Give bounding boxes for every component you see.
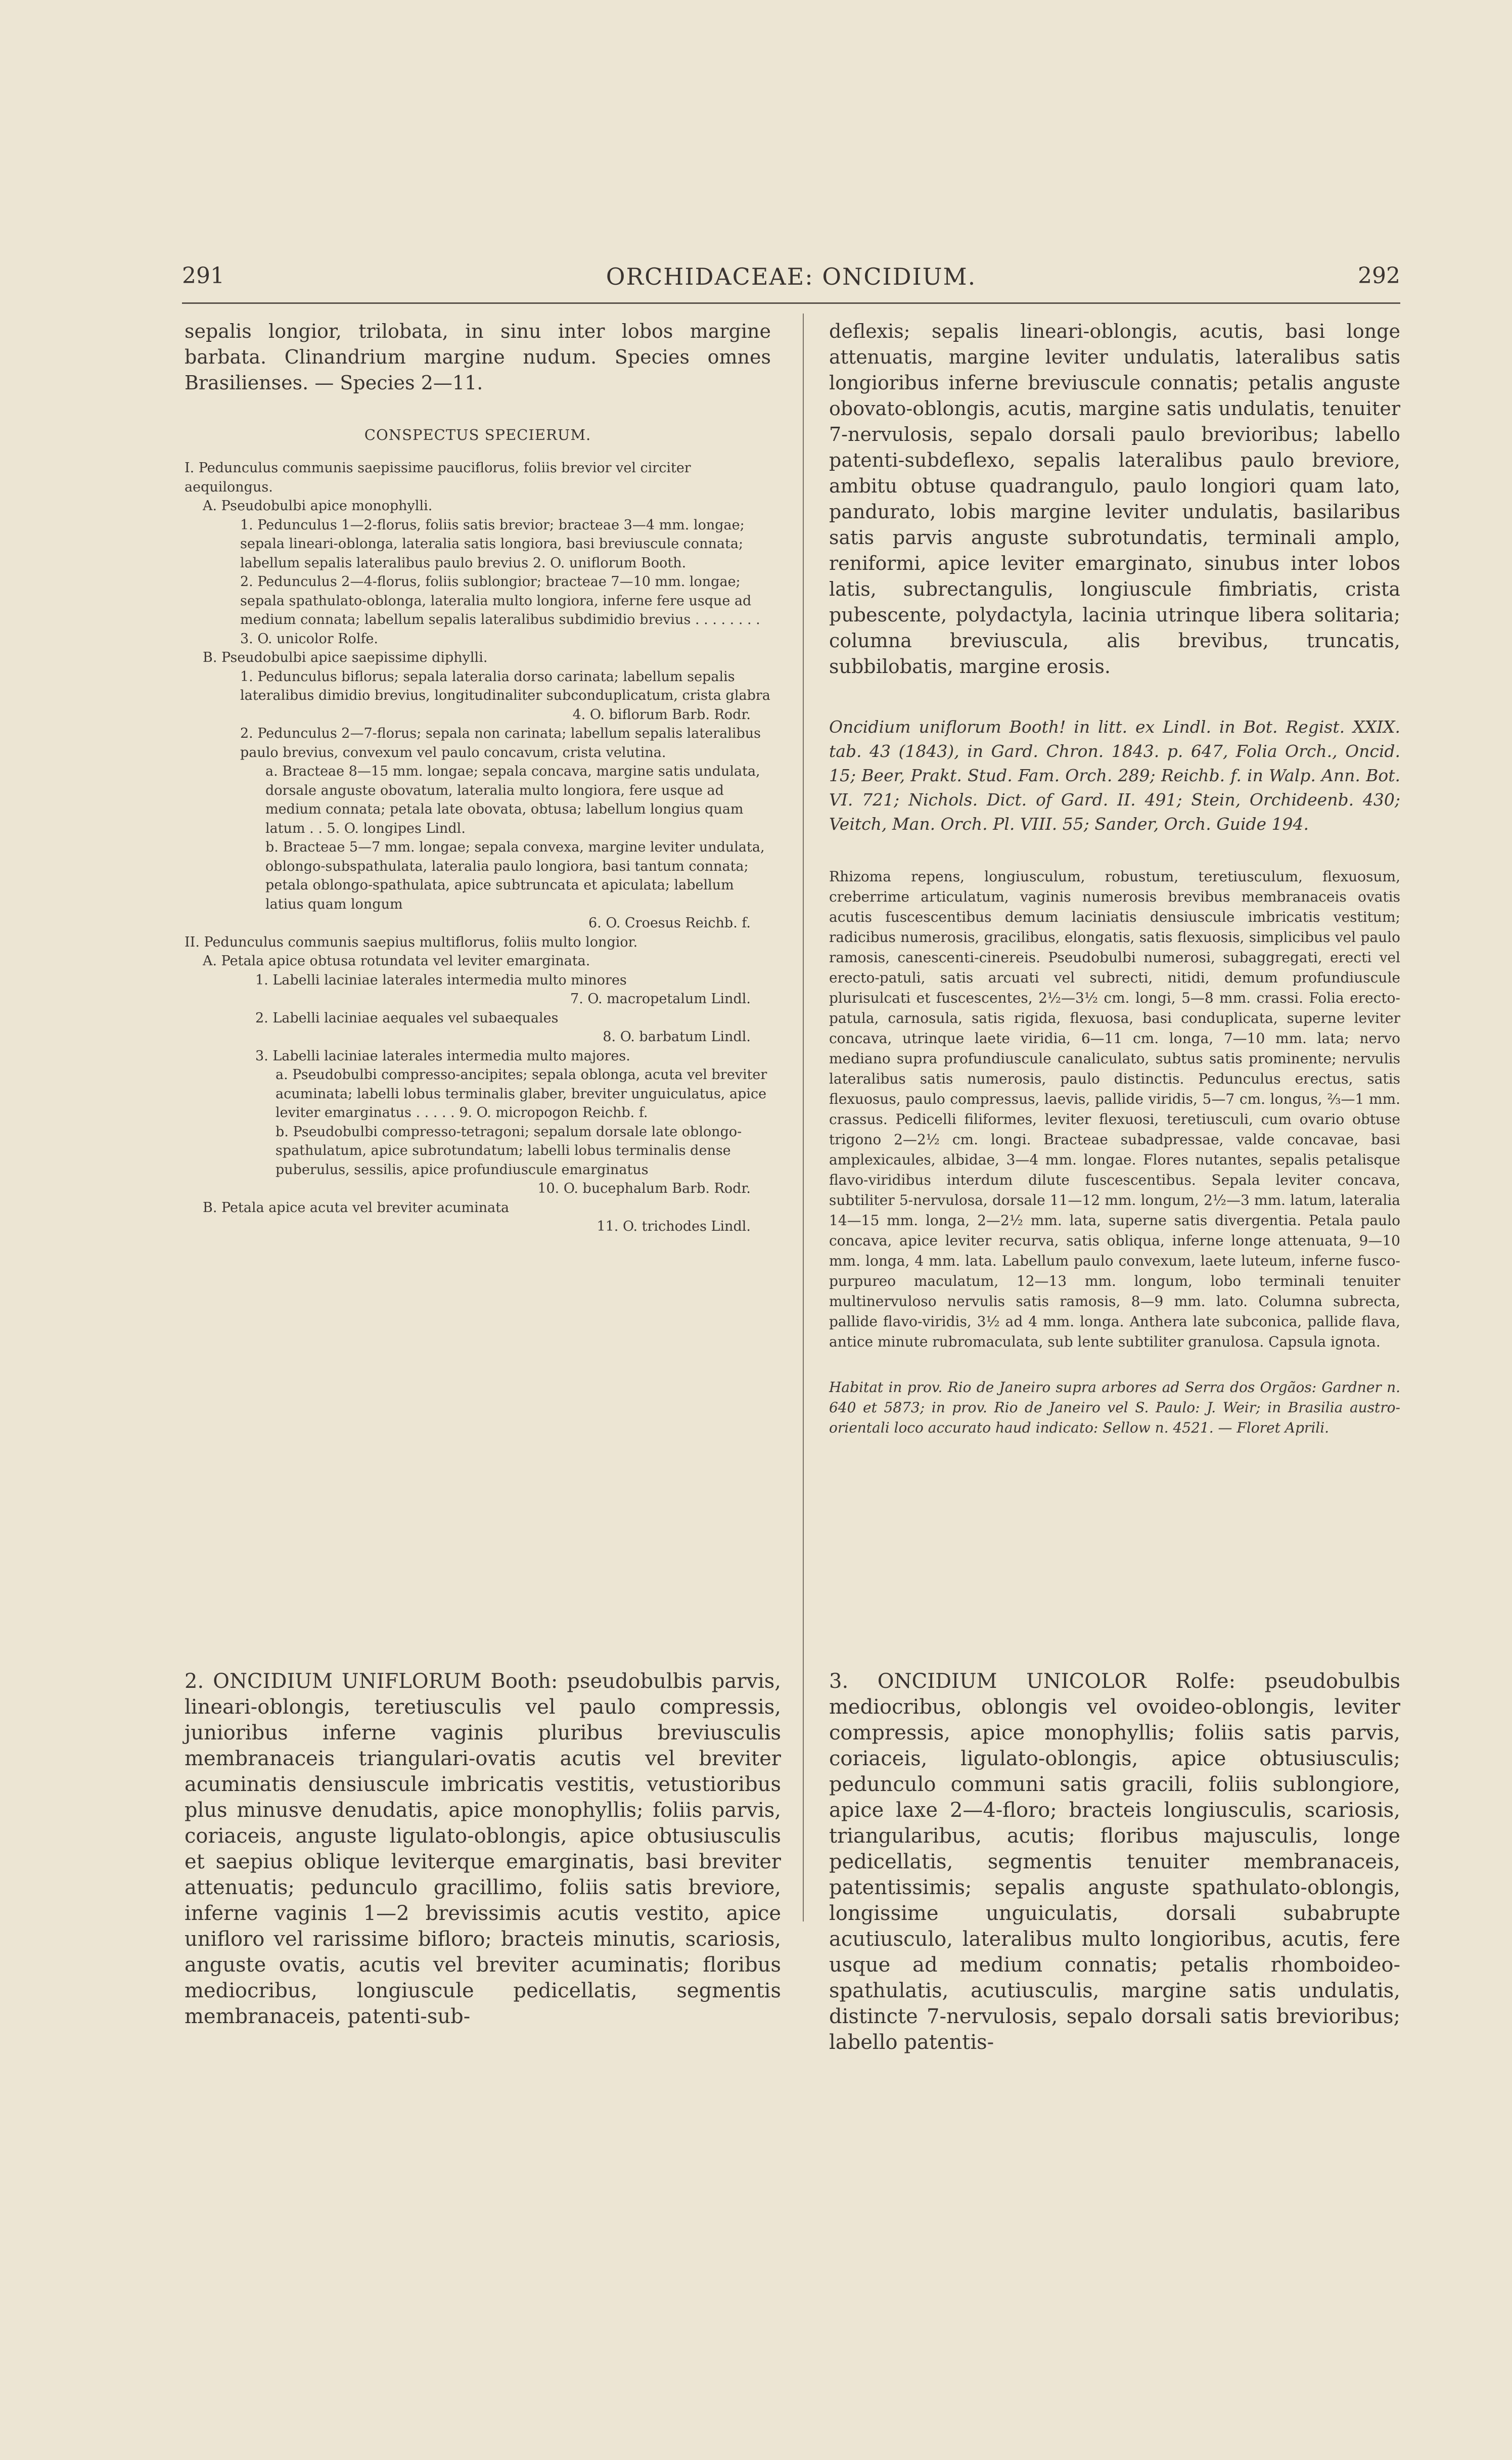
key-line: 1. Labelli laciniae laterales intermedia multo minores (255, 972, 627, 988)
key-line: 3. Labelli laciniae laterales intermedia multo majores. (255, 1048, 630, 1064)
left-column (185, 319, 771, 1236)
page-number-right: 292 (1358, 263, 1400, 289)
header-rule (182, 302, 1400, 304)
right-column (829, 319, 1400, 1438)
key-line: II. Pedunculus communis saepius multiflorus, foliis multo longior. (185, 934, 638, 950)
key-line: 8. O. barbatum Lindl. (603, 1029, 751, 1045)
key-line: 2. Pedunculus 2—4-florus, foliis sublongior; bracteae 7—10 mm. longae; sepala spathulato-oblonga, lateralia multo longiora, inferne fere usque ad medium connata; labellum sepalis lateralibus subdimidio brevius . . . . . . . . 3. O. unicolor Rolfe. (240, 574, 760, 647)
intro-paragraph: sepalis longior, trilobata, in sinu inter lobos margine barbata. Clinandrium margine nudum. Species omnes Brasilienses. — Species 2—11. (185, 320, 771, 394)
description-paragraph: Rhizoma repens, longiusculum, robustum, teretiusculum, flexuosum, creberrime articulatum, vaginis numerosis brevibus membranaceis ovatis acutis fuscescentibus demum laciniatis densiuscule imbricatis vestitum; radicibus numerosis, gracilibus, elongatis, satis flexuosis, simplicibus vel paulo ramosis, canescenti-cinereis. Pseudobulbi numerosi, subaggregati, erecti vel erecto-patuli, satis arcuati vel subrecti, nitidi, demum profundiuscule plurisulcati et fuscescentes, 2½—3½ cm. longi, 5—8 mm. crassi. Folia erecto-patula, carnosula, satis rigida, flexuosa, basi conduplicata, superne leviter concava, utrinque laete viridia, 6—11 cm. longa, 7—10 mm. lata; nervo mediano supra profundiuscule canaliculato, subtus satis prominente; nervulis lateralibus satis numerosis, paulo distinctis. Pedunculus erectus, satis flexuosus, paulo compressus, laevis, pallide viridis, 5—7 cm. longus, ⅔—1 mm. crassus. Pedicelli filiformes, leviter flexuosi, teretiusculi, cum ovario obtuse trigono 2—2½ cm. longi. Bracteae subadpressae, valde concavae, basi amplexicaules, albidae, 3—4 mm. longae. Flores nutantes, sepalis petalisque flavo-viridibus interdum dilute fuscescentibus. Sepala leviter concava, subtiliter 5-nervulosa, dorsale 11—12 mm. longum, 2½—3 mm. latum, lateralia 14—15 mm. longa, 2—2½ mm. lata, superne satis divergentia. Petala paulo concava, apice leviter recurva, satis obliqua, inferne longe attenuata, 9—10 mm. longa, 4 mm. lata. Labellum paulo convexum, laete luteum, inferne fusco-purpureo maculatum, 12—13 mm. longum, lobo terminali tenuiter multinervuloso nervulis satis ramosis, 8—9 mm. lato. Columna subrecta, pallide flavo-viridis, 3½ ad 4 mm. longa. Anthera late subconica, pallide flava, antice minute rubromaculata, sub lente subtiliter granulosa. Capsula ignota. (829, 868, 1400, 1350)
key-line: A. Petala apice obtusa rotundata vel leviter emarginata. (203, 953, 590, 969)
key-line: A. Pseudobulbi apice monophylli. (203, 498, 433, 514)
key-line: 7. O. macropetalum Lindl. (570, 991, 751, 1007)
key-line: a. Pseudobulbi compresso-ancipites; sepala oblonga, acuta vel breviter acuminata; labelli lobus terminalis glaber, breviter unguiculatus, apice leviter emarginatus . . . . . 9. O. micropogon Reichb. f. (276, 1067, 767, 1121)
running-header (182, 263, 1400, 303)
species-3-section (829, 1669, 1400, 2055)
key-line: 1. Pedunculus biflorus; sepala lateralia dorso carinata; labellum sepalis lateralibus dimidio brevius, longitudinaliter subconduplicatum, crista glabra (240, 668, 770, 703)
species-2-paragraph: 2. ONCIDIUM UNIFLORUM Booth: pseudobulbis parvis, lineari-oblongis, teretiusculis vel paulo compressis, junioribus inferne vaginis pluribus breviusculis membranaceis triangulari-ovatis acutis vel breviter acuminatis densiuscule imbricatis vestitis, vetustioribus plus minusve denudatis, apice monophyllis; foliis parvis, coriaceis, anguste ligulato-oblongis, apice obtusiusculis et saepius oblique leviterque emarginatis, basi breviter attenuatis; pedunculo gracillimo, foliis satis breviore, inferne vaginis 1—2 brevissimis acutis vestito, apice unifloro vel rarissime bifloro; bracteis minutis, scariosis, anguste ovatis, acutis vel breviter acuminatis; floribus mediocribus, longiuscule pedicellatis, segmentis membranaceis, patenti-sub- (185, 1670, 781, 2028)
key-line: b. Pseudobulbi compresso-tetragoni; sepalum dorsale late oblongo-spathulatum, apice subrotundatum; labelli lobus terminalis dense puberulus, sessilis, apice profundiuscule emarginatus (276, 1124, 742, 1178)
species-2-section (185, 1669, 781, 2030)
key-line: B. Petala apice acuta vel breviter acuminata (203, 1199, 510, 1216)
habitat-paragraph: Habitat in prov. Rio de Janeiro supra arbores ad Serra dos Orgãos: Gardner n. 640 et 5873; in prov. Rio de Janeiro vel S. Paulo: J. Weir; in Brasilia austro-orientali loco accurato haud indicato: Sellow n. 4521. — Floret Aprili. (829, 1379, 1400, 1436)
key-line: 6. O. Croesus Reichb. f. (588, 915, 751, 931)
species-key (185, 459, 771, 1236)
continuation-paragraph: deflexis; sepalis lineari-oblongis, acutis, basi longe attenuatis, margine leviter undulatis, lateralibus satis longioribus inferne breviuscule connatis; petalis anguste obovato-oblongis, acutis, margine satis undulatis, tenuiter 7-nervulosis, sepalo dorsali paulo brevioribus; labello patenti-subdeflexo, sepalis lateralibus paulo breviore, ambitu obtuse quadrangulo, paulo longiori quam lato, pandurato, lobis margine leviter undulatis, basilaribus satis parvis anguste subrotundatis, terminali amplo, reniformi, apice leviter emarginato, sinubus inter lobos latis, subrectangulis, longiuscule fimbriatis, crista pubescente, polydactyla, lacinia utrinque libera solitaria; columna breviuscula, alis brevibus, truncatis, subbilobatis, margine erosis. (829, 320, 1400, 678)
page-number-left: 291 (182, 263, 224, 289)
key-line: 2. Pedunculus 2—7-florus; sepala non carinata; labellum sepalis lateralibus paulo brevius, convexum vel paulo concavum, crista velutina. (240, 726, 761, 761)
species-3-paragraph: 3. ONCIDIUM UNICOLOR Rolfe: pseudobulbis mediocribus, oblongis vel ovoideo-oblongis, leviter compressis, apice monophyllis; foliis satis parvis, coriaceis, ligulato-oblongis, apice obtusiusculis; pedunculo communi satis gracili, foliis sublongiore, apice laxe 2—4-floro; bracteis longiusculis, scariosis, triangularibus, acutis; floribus majusculis, longe pedicellatis, segmentis tenuiter membranaceis, patentissimis; sepalis anguste spathulato-oblongis, longissime unguiculatis, dorsali subabrupte acutiusculo, lateralibus multo longioribus, acutis, fere usque ad medium connatis; petalis rhomboideo-spathulatis, acutiusculis, margine satis undulatis, distincte 7-nervulosis, sepalo dorsali satis brevioribus; labello patentis- (829, 1670, 1400, 2054)
key-line: 4. O. biflorum Barb. Rodr. (572, 706, 751, 723)
key-line: B. Pseudobulbi apice saepissime diphylli. (203, 650, 488, 665)
key-line: 2. Labelli laciniae aequales vel subaequales (255, 1010, 559, 1026)
column-divider (803, 314, 804, 1921)
key-line: 1. Pedunculus 1—2-florus, foliis satis brevior; bracteae 3—4 mm. longae; sepala lineari-oblonga, lateralia satis longiora, basi breviuscule connata; labellum sepalis lateralibus paulo brevius 2. O. uniflorum Booth. (240, 517, 745, 571)
key-line: a. Bracteae 8—15 mm. longae; sepala concava, margine satis undulata, dorsale anguste obovatum, lateralia multo longiora, fere usque ad medium connata; petala late obovata, obtusa; labellum longius quam latum . . 5. O. longipes Lindl. (265, 764, 760, 836)
citation-paragraph: Oncidium uniflorum Booth! in litt. ex Lindl. in Bot. Regist. XXIX. tab. 43 (1843), in Gard. Chron. 1843. p. 647, Folia Orch., Oncid. 15; Beer, Prakt. Stud. Fam. Orch. 289; Reichb. f. in Walp. Ann. Bot. VI. 721; Nichols. Dict. of Gard. II. 491; Stein, Orchideenb. 430; Veitch, Man. Orch. Pl. VIII. 55; Sander, Orch. Guide 194. (829, 717, 1400, 834)
conspectus-title: CONSPECTUS SPECIERUM. (364, 426, 591, 443)
key-line: 10. O. bucephalum Barb. Rodr. (537, 1181, 751, 1196)
key-line: b. Bracteae 5—7 mm. longae; sepala convexa, margine leviter undulata, oblongo-subspathulata, lateralia paulo longiora, basi tantum connata; petala oblongo-spathulata, apice subtruncata et apiculata; labellum latius quam longum (265, 839, 765, 912)
running-title: ORCHIDACEAE: ONCIDIUM. (606, 263, 977, 290)
key-line: I. Pedunculus communis saepissime pauciflorus, foliis brevior vel circiter aequilongus. (185, 460, 691, 495)
key-line: 11. O. trichodes Lindl. (597, 1219, 751, 1234)
